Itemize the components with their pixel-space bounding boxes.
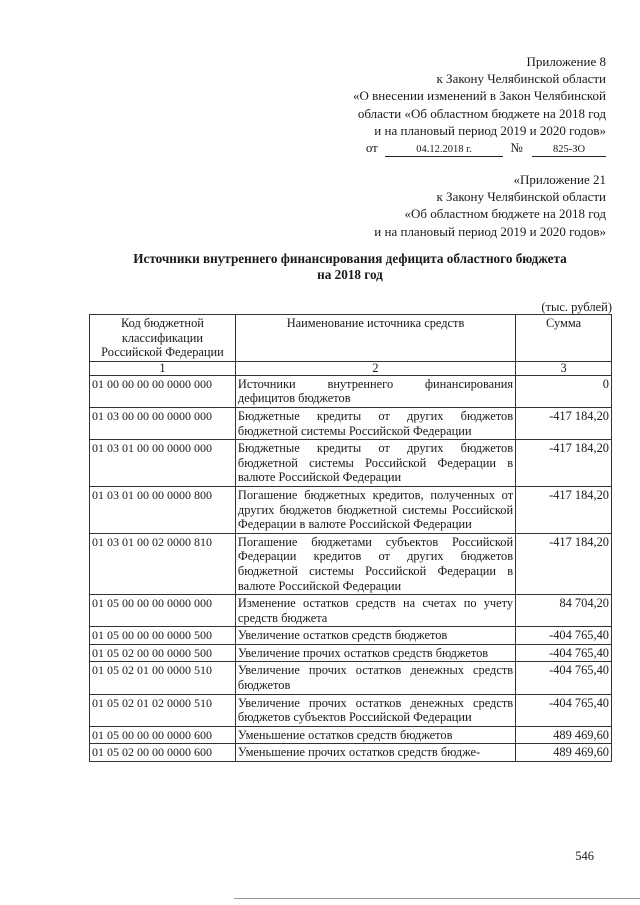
unit-note: (тыс. рублей) [541, 300, 612, 314]
row-code: 01 05 00 00 00 0000 500 [90, 627, 236, 645]
law-date: 04.12.2018 г. [385, 144, 503, 157]
row-name: Погашение бюджетами субъектов Российской Федерации кредитов от других бюджетов бюджетной системы Российской Федерации в валюте Российской Федерации [235, 533, 515, 594]
table-row [90, 694, 612, 726]
header-code: Код бюджетной классификации Российской Федерации [90, 315, 236, 362]
row-name: Источники внутреннего финансирования дефицитов бюджетов [235, 375, 515, 407]
number-sign: № [510, 140, 523, 156]
appendix-21-header [374, 171, 606, 240]
table-row [90, 595, 612, 627]
page-number: 546 [575, 849, 594, 863]
row-sum: 489 469,60 [516, 726, 612, 744]
header-sum: Сумма [516, 315, 612, 362]
row-sum: 84 704,20 [516, 595, 612, 627]
appendix-8-header [353, 53, 606, 157]
table-row [90, 486, 612, 533]
row-code: 01 00 00 00 00 0000 000 [90, 375, 236, 407]
financing-sources-table [89, 314, 612, 762]
table-header-row [90, 315, 612, 362]
column-number: 2 [235, 361, 515, 375]
bottom-divider [234, 898, 640, 899]
row-name: Погашение бюджетных кредитов, полученных от других бюджетов бюджетной системы Российской Федерации в валюте Российской Федерации [235, 486, 515, 533]
appendix-21-line: к Закону Челябинской области [436, 189, 606, 205]
title-line-1: Источники внутреннего финансирования дефицита областного бюджета [133, 251, 567, 266]
appendix-21-line: «Приложение 21 [513, 172, 606, 187]
table-row [90, 440, 612, 487]
row-sum: -417 184,20 [516, 486, 612, 533]
row-name: Уменьшение остатков средств бюджетов [235, 726, 515, 744]
column-number-row [90, 361, 612, 375]
row-code: 01 05 02 00 00 0000 500 [90, 644, 236, 662]
row-code: 01 05 00 00 00 0000 000 [90, 595, 236, 627]
appendix-21-line: и на плановый период 2019 и 2020 годов» [374, 223, 606, 239]
table-row [90, 744, 612, 762]
row-code: 01 03 01 00 02 0000 810 [90, 533, 236, 594]
row-code: 01 05 02 00 00 0000 600 [90, 744, 236, 762]
row-name: Изменение остатков средств на счетах по учету средств бюджета [235, 595, 515, 627]
row-name: Увеличение остатков средств бюджетов [235, 627, 515, 645]
row-code: 01 05 02 01 02 0000 510 [90, 694, 236, 726]
row-name: Уменьшение прочих остатков средств бюдже- [235, 744, 515, 762]
table-row [90, 407, 612, 439]
appendix-21-line: «Об областном бюджете на 2018 год [404, 206, 606, 222]
title-line-2: на 2018 год [317, 267, 383, 282]
row-code: 01 03 00 00 00 0000 000 [90, 407, 236, 439]
appendix-8-line: области «Об областном бюджете на 2018 год [357, 105, 606, 121]
row-name: Бюджетные кредиты от других бюджетов бюджетной системы Российской Федерации в валюте Российской Федерации [235, 440, 515, 487]
table-row [90, 627, 612, 645]
law-number: 825-ЗО [532, 144, 606, 157]
document-title [90, 251, 610, 283]
table-row [90, 726, 612, 744]
row-sum: -404 765,40 [516, 694, 612, 726]
date-prefix: от [365, 140, 378, 156]
row-code: 01 05 00 00 00 0000 600 [90, 726, 236, 744]
row-name: Увеличение прочих остатков денежных средств бюджетов [235, 662, 515, 694]
header-name: Наименование источника средств [235, 315, 515, 362]
appendix-8-line: «О внесении изменений в Закон Челябинской [352, 88, 606, 104]
row-sum: -417 184,20 [516, 407, 612, 439]
table-row [90, 644, 612, 662]
row-sum: -404 765,40 [516, 644, 612, 662]
law-date-number-line [353, 139, 606, 157]
row-code: 01 05 02 01 00 0000 510 [90, 662, 236, 694]
row-sum: -417 184,20 [516, 440, 612, 487]
row-sum: 489 469,60 [516, 744, 612, 762]
table-row [90, 533, 612, 594]
column-number: 3 [516, 361, 612, 375]
row-code: 01 03 01 00 00 0000 800 [90, 486, 236, 533]
row-name: Бюджетные кредиты от других бюджетов бюджетной системы Российской Федерации [235, 407, 515, 439]
row-sum: -417 184,20 [516, 533, 612, 594]
column-number: 1 [90, 361, 236, 375]
row-sum: -404 765,40 [516, 627, 612, 645]
row-sum: -404 765,40 [516, 662, 612, 694]
appendix-8-line: к Закону Челябинской области [436, 71, 606, 87]
table-row [90, 375, 612, 407]
row-code: 01 03 01 00 00 0000 000 [90, 440, 236, 487]
appendix-8-line: Приложение 8 [526, 54, 606, 69]
row-name: Увеличение прочих остатков денежных средств бюджетов субъектов Российской Федерации [235, 694, 515, 726]
appendix-8-line: и на плановый период 2019 и 2020 годов» [374, 122, 606, 138]
row-name: Увеличение прочих остатков средств бюджетов [235, 644, 515, 662]
table-row [90, 662, 612, 694]
row-sum: 0 [516, 375, 612, 407]
